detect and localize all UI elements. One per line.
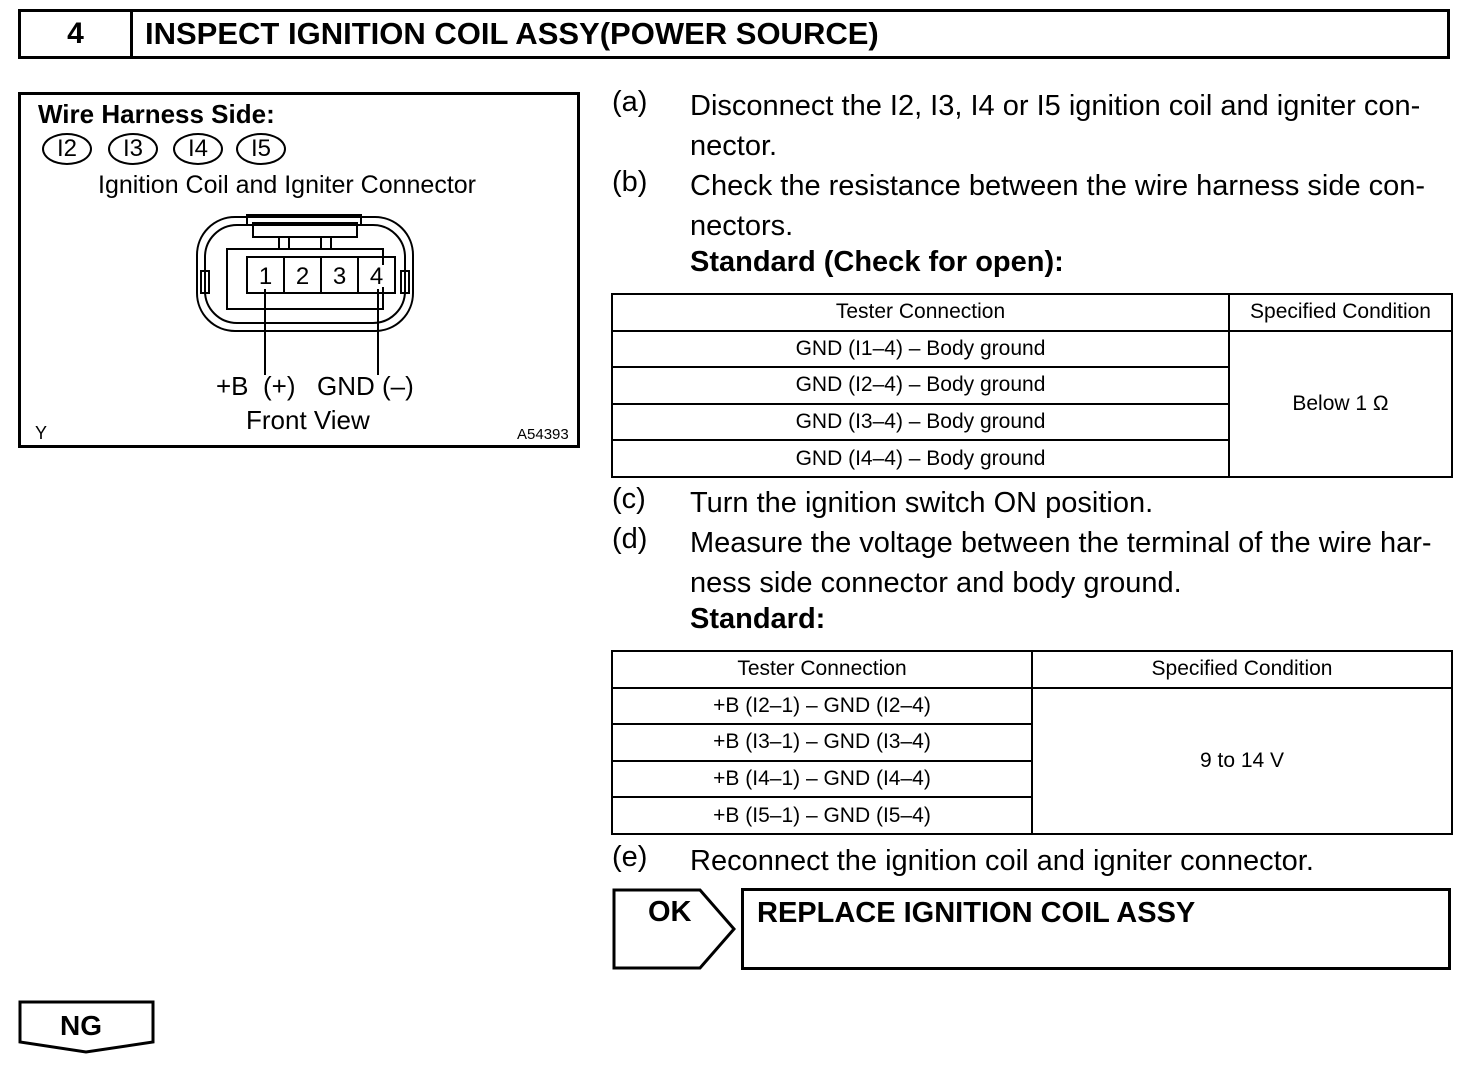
pin-cells	[247, 257, 395, 293]
connector-code-i3: I3	[108, 133, 158, 165]
standard-voltage-label: Standard:	[690, 603, 826, 635]
step-title: INSPECT IGNITION COIL ASSY(POWER SOURCE)	[145, 16, 879, 51]
front-view-label: Front View	[246, 405, 370, 435]
ground-terminal-label: GND (–)	[317, 371, 414, 401]
connector-figure	[18, 92, 580, 448]
step-a-letter: (a)	[612, 86, 648, 118]
table-header: Tester Connection	[612, 651, 1032, 688]
step-c-text: Turn the ignition switch ON position.	[690, 487, 1154, 519]
table-cell: +B (I5–1) – GND (I5–4)	[612, 797, 1032, 834]
figure-code: A54393	[517, 426, 569, 443]
table-header-row	[612, 294, 1452, 331]
step-header	[18, 9, 1450, 59]
figure-heading: Wire Harness Side:	[38, 99, 275, 129]
table-cell: +B (I3–1) – GND (I3–4)	[612, 724, 1032, 761]
specified-condition-cell: Below 1 Ω	[1229, 331, 1452, 477]
step-b-letter: (b)	[612, 166, 648, 198]
pin-number: 4	[369, 263, 384, 290]
pin-number: 2	[295, 263, 310, 290]
pin-number: 1	[258, 263, 273, 290]
table-header: Tester Connection	[612, 294, 1229, 331]
step-e-text: Reconnect the ignition coil and igniter connector.	[690, 845, 1314, 877]
specified-condition-cell: 9 to 14 V	[1032, 688, 1452, 834]
table-header: Specified Condition	[1032, 651, 1452, 688]
ok-label: OK	[648, 896, 692, 928]
step-c-letter: (c)	[612, 483, 646, 515]
power-terminal-label: +B (+)	[216, 371, 296, 401]
connector-name: Ignition Coil and Igniter Connector	[98, 171, 477, 199]
step-number: 4	[21, 12, 133, 56]
step-d-letter: (d)	[612, 523, 648, 555]
table-header-row	[612, 651, 1452, 688]
step-a-text: Disconnect the I2, I3, I4 or I5 ignition coil and igniter con- nector.	[690, 90, 1421, 162]
resistance-spec-table	[611, 293, 1453, 478]
connector-code-i4: I4	[173, 133, 223, 165]
voltage-spec-table	[611, 650, 1453, 835]
ng-label: NG	[60, 1010, 102, 1041]
step-b-text: Check the resistance between the wire harness side con- nectors.	[690, 170, 1426, 242]
table-header: Specified Condition	[1229, 294, 1452, 331]
ok-result-text: REPLACE IGNITION COIL ASSY	[757, 897, 1196, 929]
table-row	[612, 331, 1452, 368]
connector-code-i2: I2	[42, 133, 92, 165]
connector-latch-slot-left	[279, 237, 289, 249]
table-cell: GND (I2–4) – Body ground	[612, 367, 1229, 404]
table-cell: +B (I4–1) – GND (I4–4)	[612, 761, 1032, 798]
table-cell: GND (I3–4) – Body ground	[612, 404, 1229, 441]
table-cell: +B (I2–1) – GND (I2–4)	[612, 688, 1032, 725]
figure-corner-mark: Y	[35, 423, 48, 443]
table-cell: GND (I4–4) – Body ground	[612, 440, 1229, 477]
standard-open-label: Standard (Check for open):	[690, 246, 1064, 278]
pin-number: 3	[332, 263, 347, 290]
connector-code-i5: I5	[236, 133, 286, 165]
table-cell: GND (I1–4) – Body ground	[612, 331, 1229, 368]
connector-latch-slot-right	[321, 237, 331, 249]
step-e-letter: (e)	[612, 841, 648, 873]
step-d-text: Measure the voltage between the terminal of the wire har- ness side connector and body ground.	[690, 527, 1432, 599]
ok-result-box	[741, 888, 1451, 970]
table-row	[612, 688, 1452, 725]
